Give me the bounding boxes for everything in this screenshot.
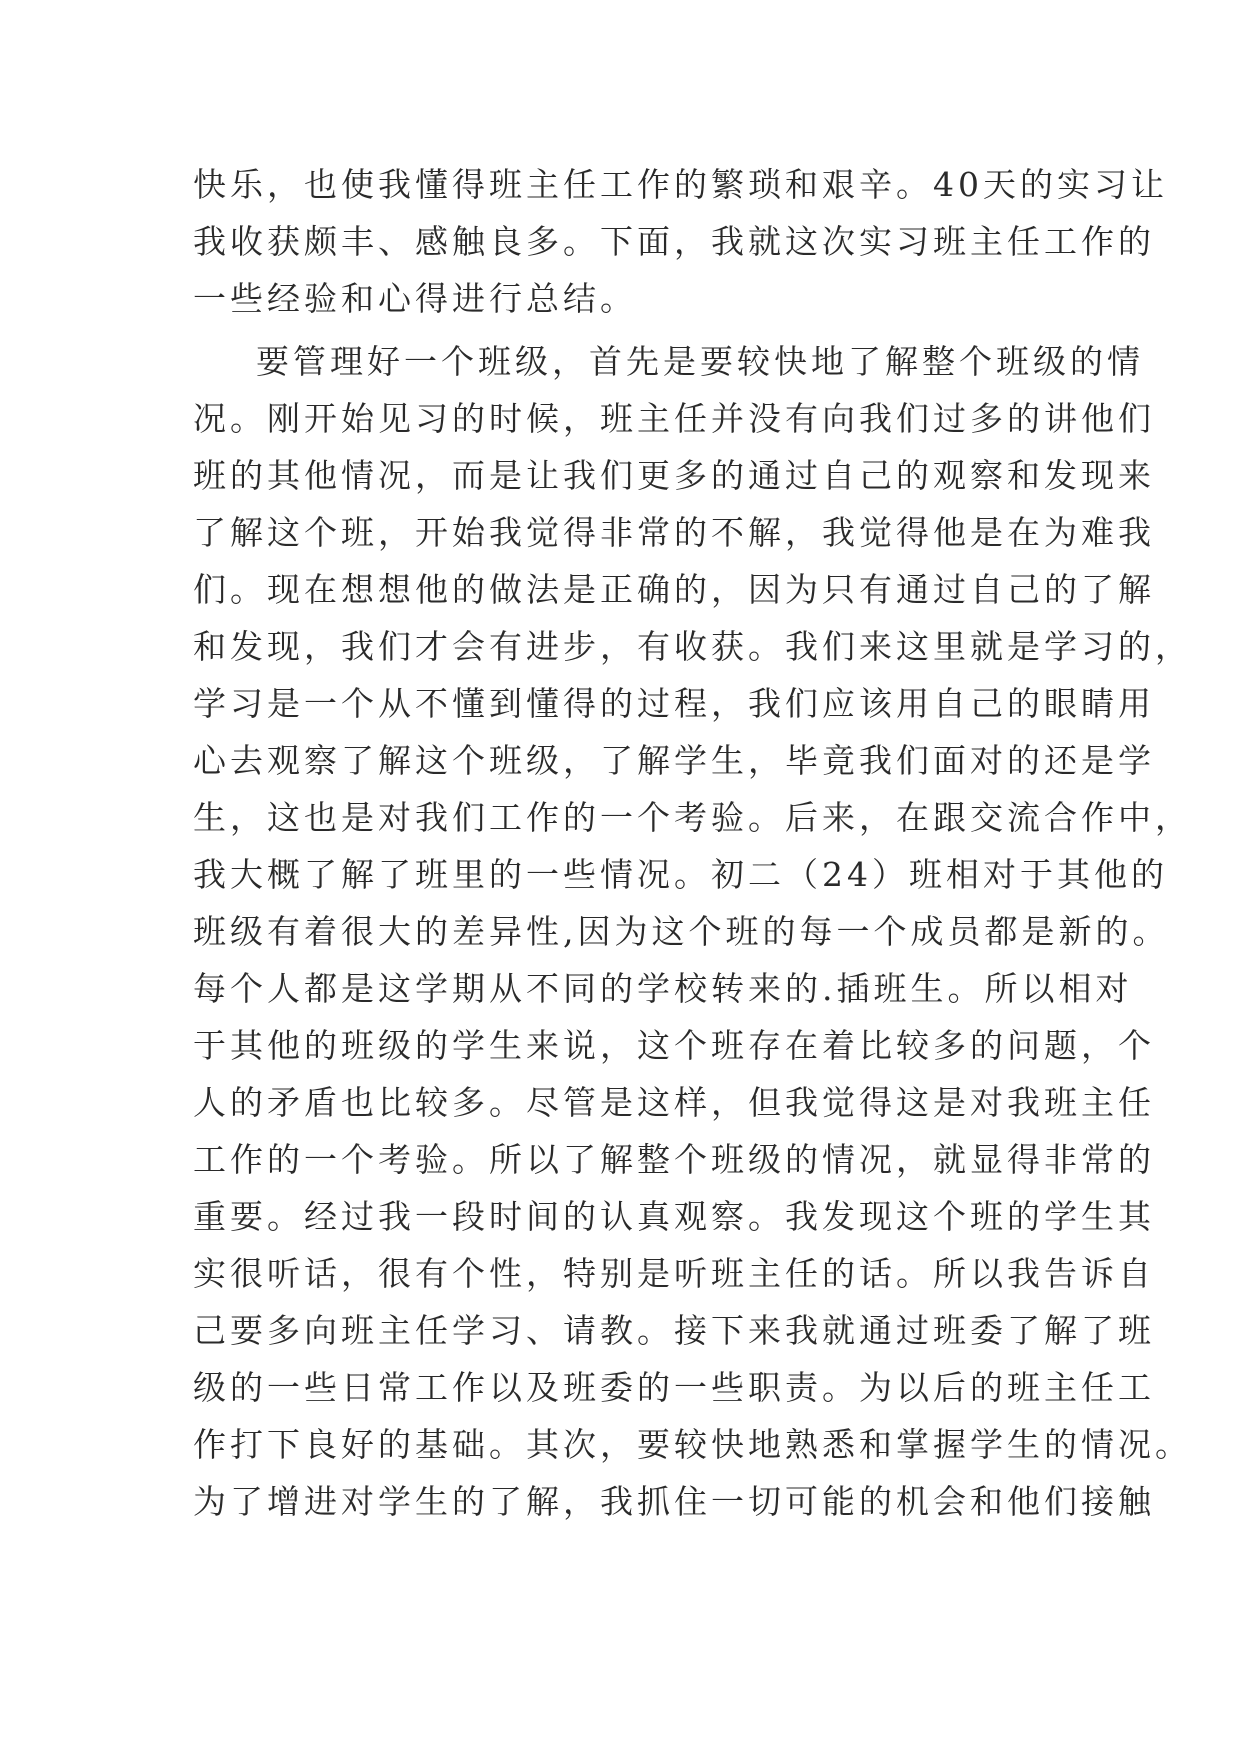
text-line: 心去观察了解这个班级，了解学生，毕竟我们面对的还是学 [193, 741, 1155, 780]
text-line: 一些经验和心得进行总结。 [193, 279, 637, 318]
text-line: 工作的一个考验。所以了解整个班级的情况，就显得非常的 [193, 1140, 1155, 1179]
text-line: 每个人都是这学期从不同的学校转来的.插班生。所以相对 [193, 969, 1133, 1008]
text-line: 为了增进对学生的了解，我抓住一切可能的机会和他们接触 [193, 1482, 1155, 1521]
text-line: 了解这个班，开始我觉得非常的不解，我觉得他是在为难我 [193, 513, 1155, 552]
paragraph-first-line: 要管理好一个班级，首先是要较快地了解整个班级的情 [256, 342, 1144, 381]
text-line: 们。现在想想他的做法是正确的，因为只有通过自己的了解 [193, 570, 1155, 609]
text-line: 己要多向班主任学习、请教。接下来我就通过班委了解了班 [193, 1311, 1155, 1350]
text-line: 快乐，也使我懂得班主任工作的繁琐和艰辛。40天的实习让 [193, 165, 1168, 204]
text-line: 班级有着很大的差异性,因为这个班的每一个成员都是新的。 [193, 912, 1170, 951]
text-line: 于其他的班级的学生来说，这个班存在着比较多的问题，个 [193, 1026, 1155, 1065]
text-line: 班的其他情况，而是让我们更多的通过自己的观察和发现来 [193, 456, 1155, 495]
text-line: 生，这也是对我们工作的一个考验。后来，在跟交流合作中， [193, 798, 1192, 837]
text-line: 我收获颇丰、感触良多。下面，我就这次实习班主任工作的 [193, 222, 1155, 261]
text-line: 学习是一个从不懂到懂得的过程，我们应该用自己的眼睛用 [193, 684, 1155, 723]
text-line: 作打下良好的基础。其次，要较快地熟悉和掌握学生的情况。 [193, 1425, 1192, 1464]
text-line: 况。刚开始见习的时候，班主任并没有向我们过多的讲他们 [193, 399, 1155, 438]
text-line: 我大概了解了班里的一些情况。初二（24）班相对于其他的 [193, 855, 1168, 894]
text-line: 和发现，我们才会有进步，有收获。我们来这里就是学习的， [193, 627, 1192, 666]
text-line: 级的一些日常工作以及班委的一些职责。为以后的班主任工 [193, 1368, 1155, 1407]
text-line: 人的矛盾也比较多。尽管是这样，但我觉得这是对我班主任 [193, 1083, 1155, 1122]
text-line: 实很听话，很有个性，特别是听班主任的话。所以我告诉自 [193, 1254, 1155, 1293]
text-line: 重要。经过我一段时间的认真观察。我发现这个班的学生其 [193, 1197, 1155, 1236]
